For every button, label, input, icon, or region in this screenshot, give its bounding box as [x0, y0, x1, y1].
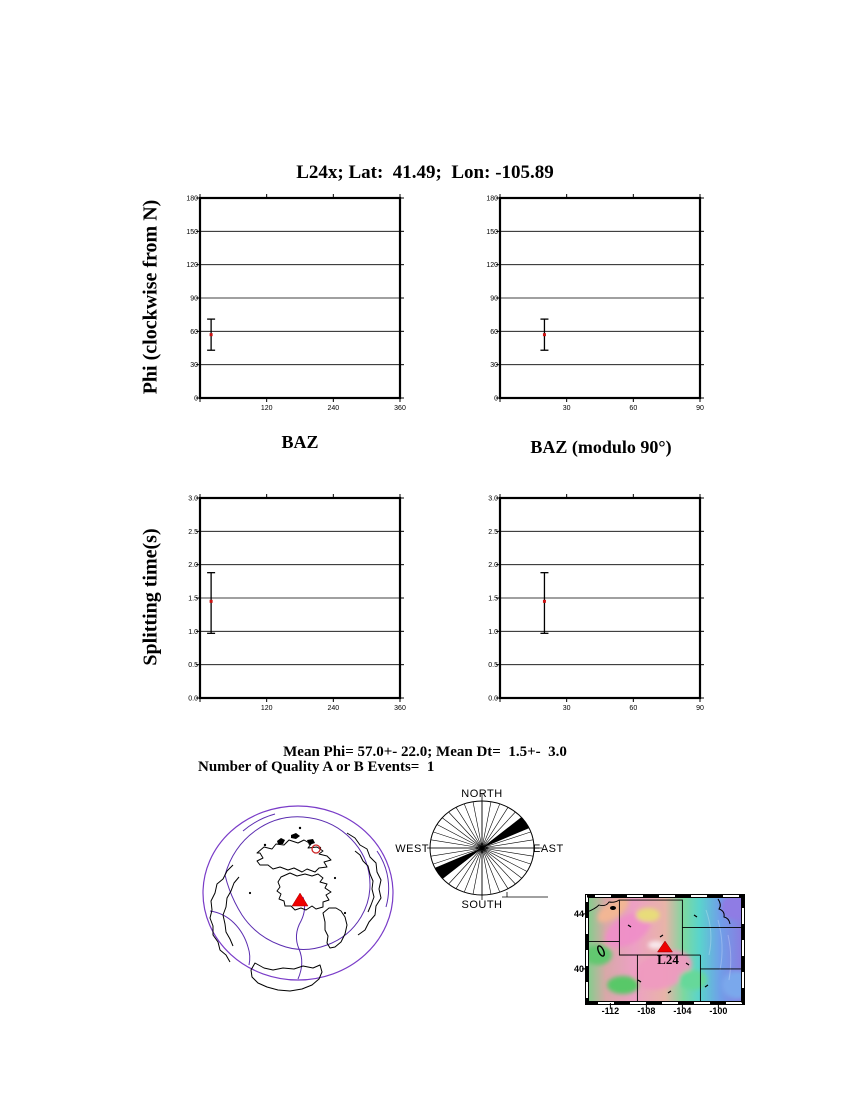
- y-tick-label: 2.5: [188, 528, 198, 536]
- rose-label-north: NORTH: [461, 788, 503, 800]
- x-tick-label: 240: [327, 705, 340, 712]
- x-tick-label: 60: [629, 405, 638, 412]
- x-tick-label: 60: [629, 705, 638, 712]
- y-tick-label: 60: [490, 328, 498, 336]
- y-tick-label: 1.0: [188, 628, 198, 636]
- y-tick-label: 180: [186, 195, 198, 203]
- x-tick-label: 240: [327, 405, 340, 412]
- svg-text:-104: -104: [673, 1006, 692, 1016]
- plot-phi-vs-baz: [160, 186, 420, 426]
- y-tick-label: 0: [194, 395, 198, 403]
- y-axis-label-splitting-time: Splitting time(s): [139, 528, 162, 666]
- y-tick-label: 60: [190, 328, 198, 336]
- y-tick-label: 120: [186, 262, 198, 270]
- plot-phi-vs-baz-mod90: [460, 186, 720, 426]
- x-tick-label: 120: [260, 705, 273, 712]
- mean-values-text: Mean Phi= 57.0+- 22.0; Mean Dt= 1.5+- 3.0: [283, 744, 567, 760]
- y-tick-label: 1.5: [188, 595, 198, 603]
- plot-dt-vs-baz: [160, 486, 420, 726]
- page-title: L24x; Lat: 41.49; Lon: -105.89: [296, 162, 554, 183]
- y-tick-label: 0: [494, 395, 498, 403]
- plot-dt-vs-baz-mod90: [460, 486, 720, 726]
- rose-label-west: WEST: [395, 843, 429, 855]
- globe-outline: [203, 806, 393, 980]
- y-tick-label: 90: [490, 295, 498, 303]
- data-point: [210, 333, 213, 336]
- y-tick-label: 2.0: [488, 562, 498, 570]
- rose-petal: [435, 848, 482, 879]
- svg-text:40: 40: [573, 964, 584, 974]
- y-tick-label: 180: [486, 195, 498, 203]
- globe-map: [195, 793, 407, 1013]
- x-tick-label: 360: [394, 405, 406, 412]
- y-tick-label: 90: [190, 295, 198, 303]
- rose-petal: [482, 817, 529, 848]
- x-axis-label-baz: BAZ: [281, 432, 319, 452]
- svg-text:-108: -108: [637, 1006, 656, 1016]
- x-tick-label: 120: [260, 405, 273, 412]
- y-axis-label-phi: Phi (clockwise from N): [139, 199, 162, 395]
- y-tick-label: 1.0: [488, 628, 498, 636]
- data-point: [543, 600, 546, 603]
- y-tick-label: 1.5: [488, 595, 498, 603]
- y-tick-label: 2.5: [488, 528, 498, 536]
- y-tick-label: 0.0: [488, 695, 498, 703]
- y-tick-label: 30: [190, 362, 198, 370]
- x-axis-label-baz-mod90: BAZ (modulo 90°): [530, 437, 672, 457]
- x-tick-label: 90: [696, 405, 704, 412]
- svg-text:44: 44: [573, 909, 584, 919]
- y-tick-label: 120: [486, 262, 498, 270]
- svg-text:-100: -100: [709, 1006, 728, 1016]
- y-tick-label: 2.0: [188, 562, 198, 570]
- x-tick-label: 90: [696, 705, 704, 712]
- x-tick-label: 30: [562, 405, 571, 412]
- x-tick-label: 30: [562, 705, 571, 712]
- data-point: [210, 600, 213, 603]
- data-point: [543, 333, 546, 336]
- event-marker-globe: [312, 845, 320, 853]
- y-tick-label: 0.5: [188, 662, 198, 670]
- y-tick-label: 0.5: [488, 662, 498, 670]
- event-count-text: Number of Quality A or B Events= 1: [198, 759, 435, 775]
- svg-text:-112: -112: [601, 1006, 620, 1016]
- rose-label-south: SOUTH: [461, 899, 503, 911]
- y-tick-label: 30: [490, 362, 498, 370]
- station-marker-globe: [292, 893, 308, 906]
- y-tick-label: 3.0: [488, 495, 498, 503]
- station-label: L24: [657, 952, 679, 967]
- y-tick-label: 3.0: [188, 495, 198, 503]
- topo-map: [568, 885, 764, 1020]
- y-tick-label: 0.0: [188, 695, 198, 703]
- y-tick-label: 150: [486, 228, 498, 236]
- x-tick-label: 360: [394, 705, 406, 712]
- rose-label-east: EAST: [533, 843, 564, 855]
- y-tick-label: 150: [186, 228, 198, 236]
